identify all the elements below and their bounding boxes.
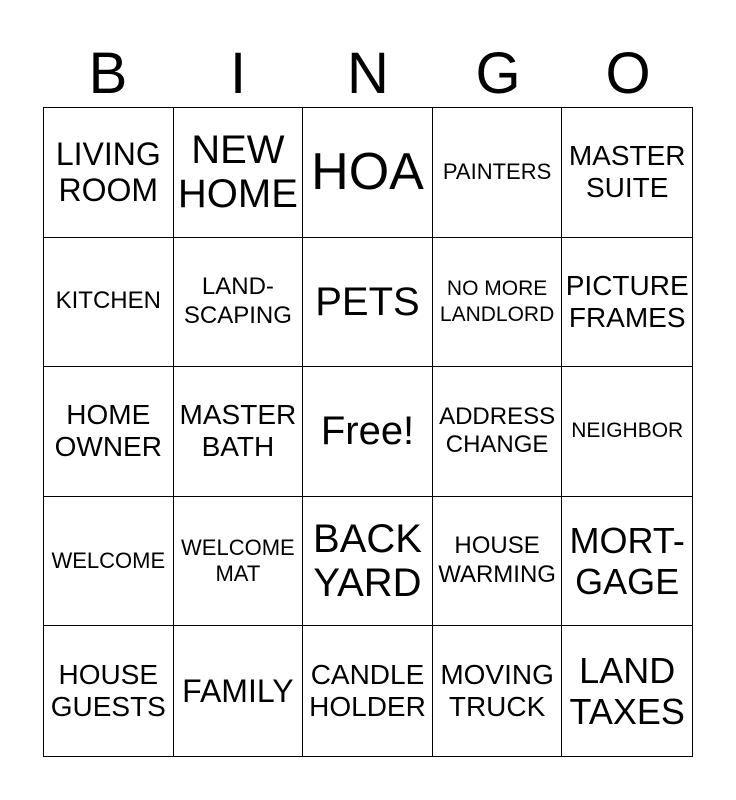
bingo-cell-r2-c1[interactable]: KITCHEN [44, 238, 174, 368]
bingo-cell-r1-c4[interactable]: PAINTERS [433, 108, 563, 238]
bingo-cell-r5-c1[interactable]: HOUSE GUESTS [44, 626, 174, 756]
bingo-cell-r5-c4[interactable]: MOVING TRUCK [433, 626, 563, 756]
bingo-cell-r5-c3[interactable]: CANDLE HOLDER [303, 626, 433, 756]
bingo-cell-r4-c1[interactable]: WELCOME [44, 497, 174, 627]
header-letter-i: I [229, 41, 247, 106]
bingo-cell-r4-c2[interactable]: WELCOME MAT [174, 497, 304, 627]
bingo-cell-r3-c1[interactable]: HOME OWNER [44, 367, 174, 497]
bingo-cell-r1-c5[interactable]: MASTER SUITE [562, 108, 692, 238]
bingo-header [43, 40, 693, 108]
header-letter-g: G [475, 41, 521, 106]
bingo-cell-r1-c3[interactable]: HOA [303, 108, 433, 238]
bingo-cell-r4-c3[interactable]: BACK YARD [303, 497, 433, 627]
header-letter-o: O [605, 41, 651, 106]
bingo-cell-r3-c2[interactable]: MASTER BATH [174, 367, 304, 497]
header-letter-n: N [347, 41, 389, 106]
bingo-cell-r1-c2[interactable]: NEW HOME [174, 108, 304, 238]
bingo-cell-r3-c3[interactable]: Free! [303, 367, 433, 497]
bingo-cell-r3-c5[interactable]: NEIGHBOR [562, 367, 692, 497]
bingo-cell-r4-c4[interactable]: HOUSE WARMING [433, 497, 563, 627]
bingo-cell-r5-c5[interactable]: LAND TAXES [569, 649, 685, 733]
bingo-cell-r2-c4[interactable]: NO MORE LANDLORD [433, 238, 563, 368]
bingo-card-grid [43, 107, 693, 757]
bingo-cell-r4-c5[interactable]: MORT- GAGE [562, 497, 692, 627]
bingo-cell-r3-c4[interactable]: ADDRESS CHANGE [433, 367, 563, 497]
bingo-cell-r5-c2[interactable]: FAMILY [174, 626, 304, 756]
bingo-cell-r2-c5[interactable]: PICTURE FRAMES [562, 238, 692, 368]
bingo-cell-r2-c2[interactable]: LAND- SCAPING [174, 238, 304, 368]
bingo-cell-r2-c3[interactable]: PETS [303, 238, 433, 368]
bingo-cell-r1-c1[interactable]: LIVING ROOM [44, 108, 174, 238]
header-letter-b: B [88, 41, 128, 106]
